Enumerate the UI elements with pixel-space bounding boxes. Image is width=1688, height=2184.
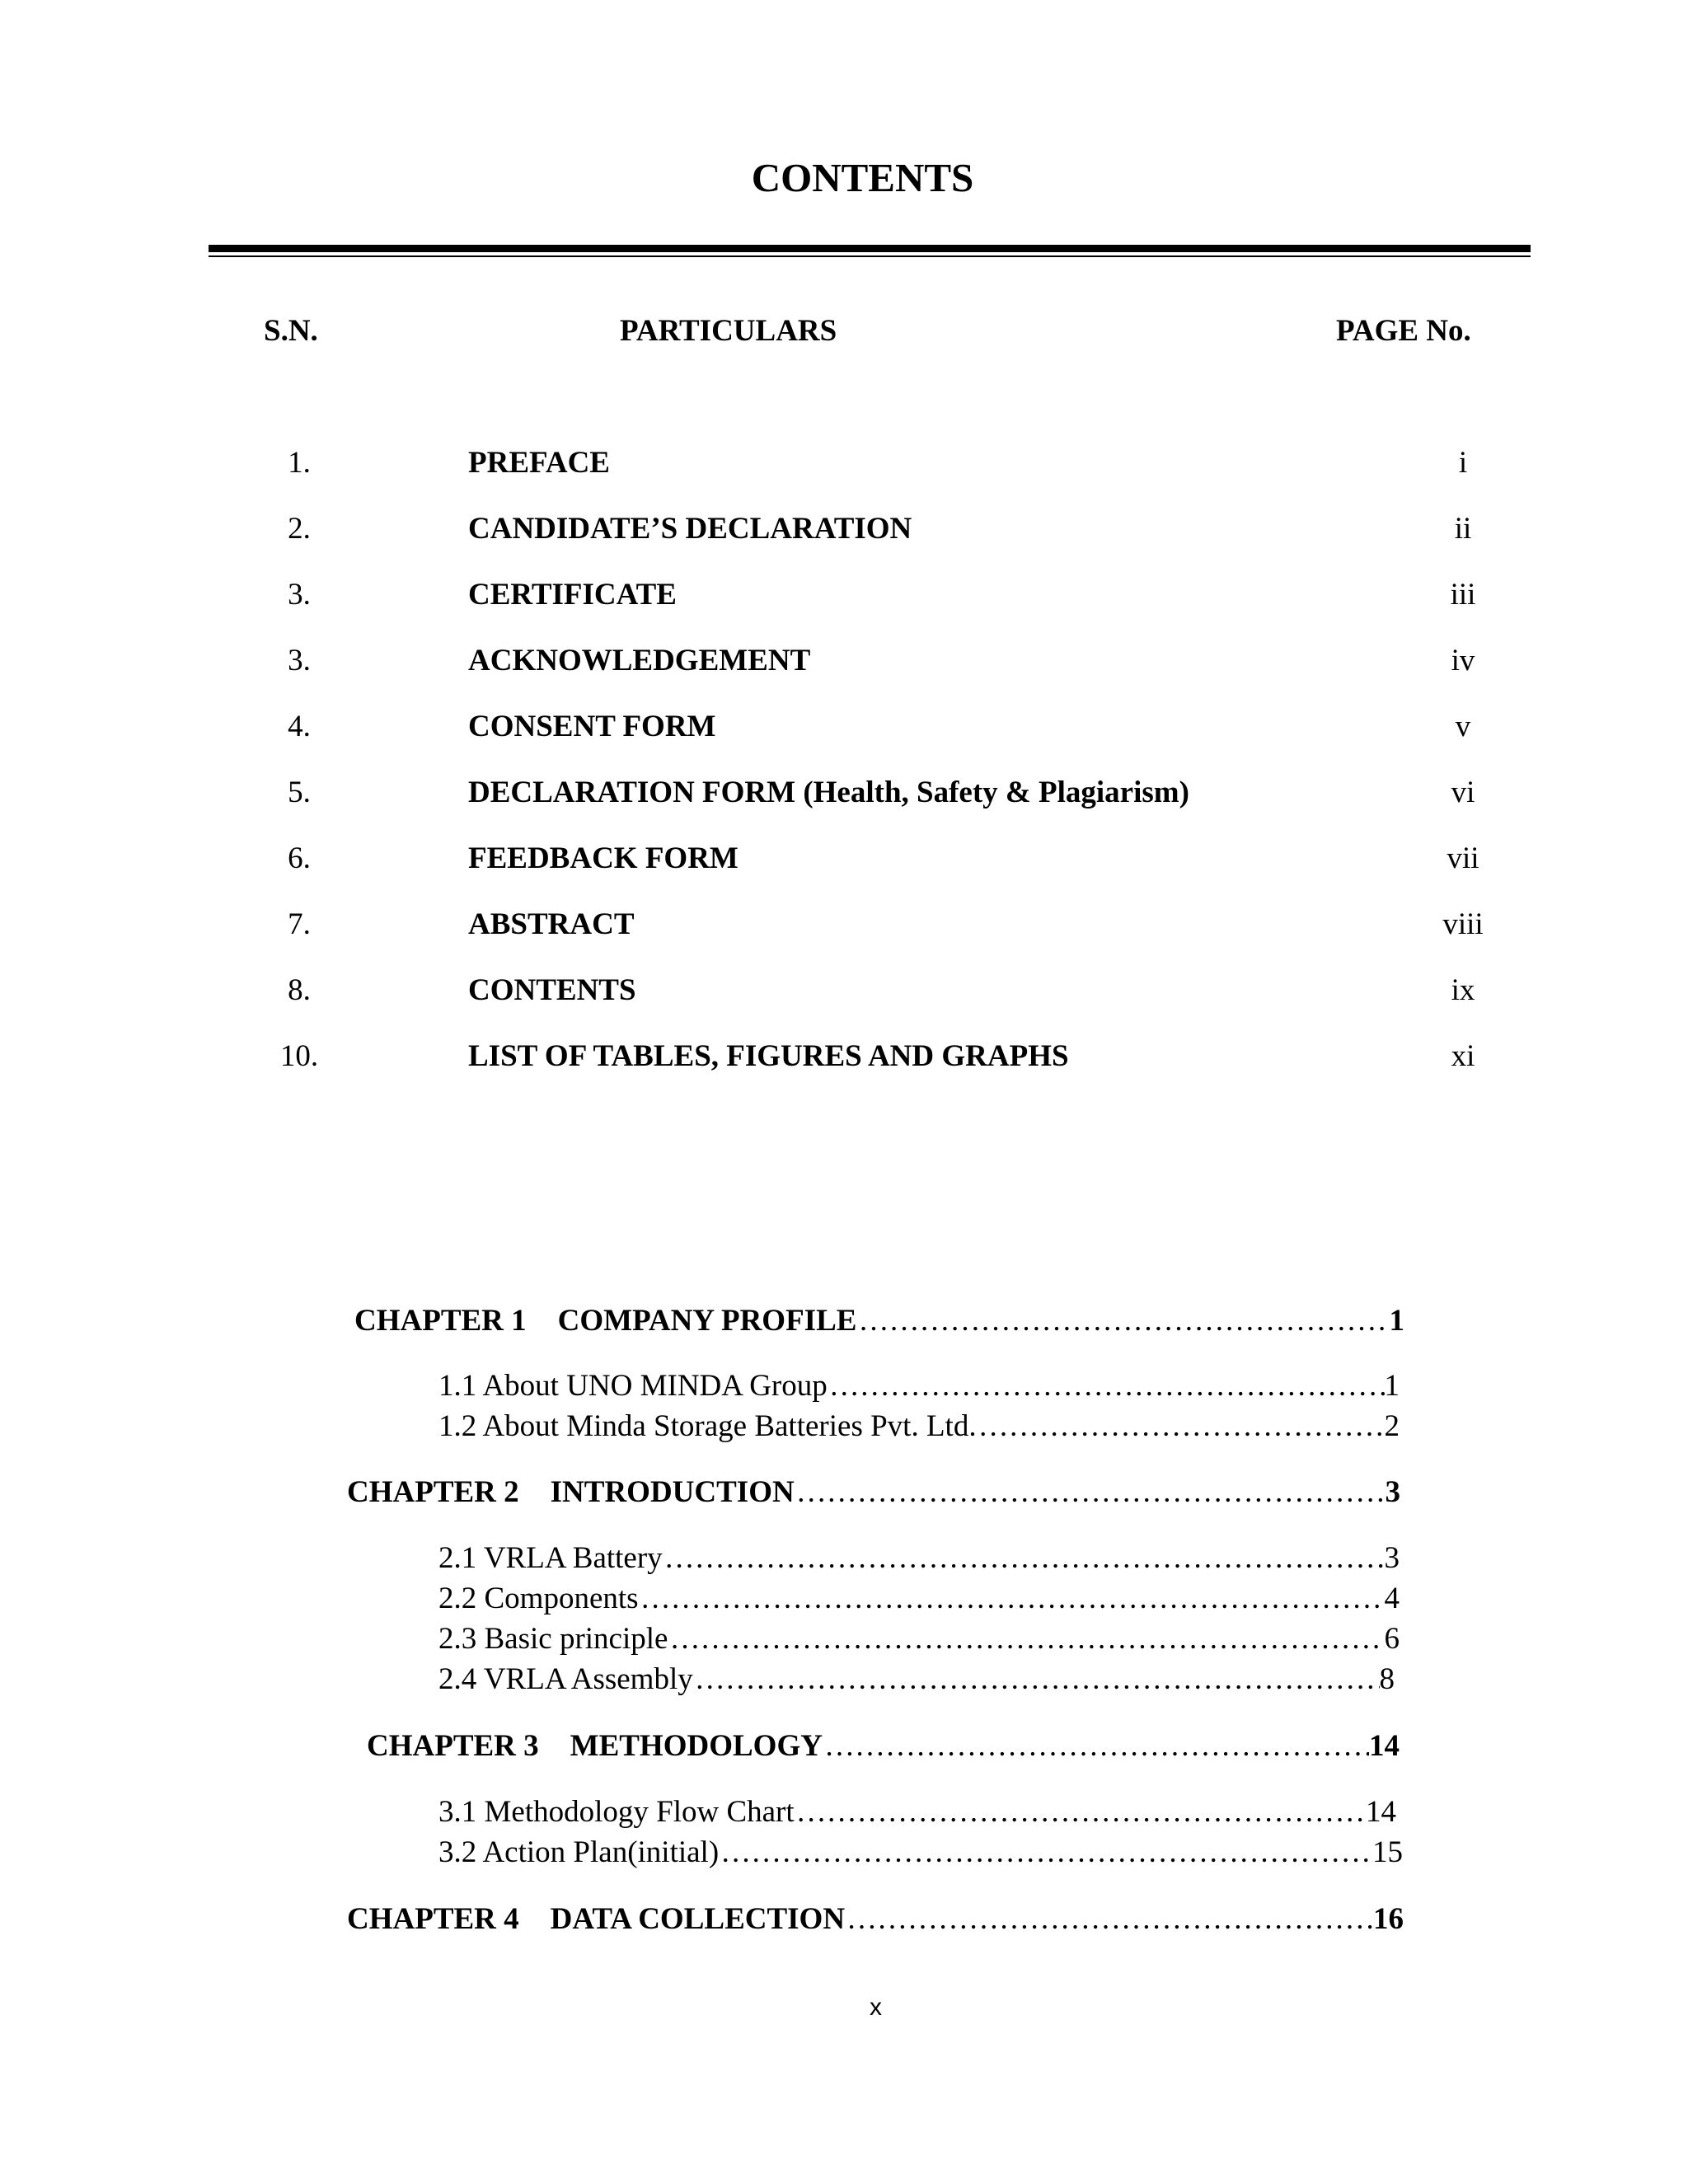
section-entry xyxy=(438,1406,1400,1447)
row-page: vi xyxy=(1451,776,1475,809)
row-title: CANDIDATE’S DECLARATION xyxy=(468,512,912,546)
row-page: xi xyxy=(1451,1039,1475,1073)
dot-leader xyxy=(663,1538,1385,1579)
section-entry xyxy=(438,1578,1400,1619)
row-number: 8. xyxy=(288,973,311,1007)
row-title: ACKNOWLEDGEMENT xyxy=(468,644,811,677)
row-page: iv xyxy=(1451,644,1475,677)
row-title: CONTENTS xyxy=(468,973,636,1007)
section-page: 1 xyxy=(1384,1369,1400,1403)
front-matter-row xyxy=(0,904,1688,945)
section-title: 3.1 Methodology Flow Chart xyxy=(438,1795,795,1829)
row-number: 5. xyxy=(288,776,311,809)
row-number: 1. xyxy=(288,446,311,480)
row-number: 2. xyxy=(288,512,311,546)
chapter-label: CHAPTER 3 xyxy=(367,1729,539,1763)
row-title: ABSTRACT xyxy=(468,907,635,941)
section-title: 2.1 VRLA Battery xyxy=(438,1541,663,1575)
row-title: DECLARATION FORM (Health, Safety & Plagiarism) xyxy=(468,776,1189,809)
chapter-page: 16 xyxy=(1373,1902,1404,1936)
dot-leader xyxy=(719,1832,1372,1873)
section-entry xyxy=(438,1619,1400,1660)
row-page: i xyxy=(1458,446,1468,480)
section-page: 15 xyxy=(1372,1835,1403,1869)
chapter-title: INTRODUCTION xyxy=(550,1475,795,1509)
section-page: 3 xyxy=(1384,1541,1400,1575)
row-title: CONSENT FORM xyxy=(468,710,716,743)
row-page: vii xyxy=(1447,841,1479,875)
chapter-title: DATA COLLECTION xyxy=(550,1902,846,1936)
front-matter-row xyxy=(0,640,1688,682)
row-number: 6. xyxy=(288,841,311,875)
chapter-entry xyxy=(347,1899,1404,1940)
dot-leader xyxy=(795,1472,1386,1513)
chapter-entry xyxy=(367,1726,1400,1767)
front-matter-row xyxy=(0,970,1688,1011)
section-entry xyxy=(438,1832,1403,1873)
dot-leader xyxy=(639,1578,1385,1619)
row-page: ix xyxy=(1451,973,1475,1007)
section-title: 2.2 Components xyxy=(438,1582,639,1615)
front-matter-row xyxy=(0,574,1688,616)
dot-leader xyxy=(693,1659,1380,1700)
title-divider-thick xyxy=(209,245,1531,252)
row-number: 3. xyxy=(288,644,311,677)
chapter-title: COMPANY PROFILE xyxy=(557,1304,857,1338)
page-title: CONTENTS xyxy=(751,155,974,200)
row-number: 10. xyxy=(279,1039,319,1073)
section-title: 1.2 About Minda Storage Batteries Pvt. Ltd. xyxy=(438,1409,977,1443)
row-page: v xyxy=(1455,710,1471,743)
section-entry xyxy=(438,1538,1400,1579)
section-page: 2 xyxy=(1384,1409,1400,1443)
column-header-page-no: PAGE No. xyxy=(1336,314,1471,348)
section-entry xyxy=(438,1792,1396,1833)
dot-leader xyxy=(823,1726,1369,1767)
row-page: iii xyxy=(1450,578,1476,612)
front-matter-row xyxy=(0,443,1688,484)
front-matter-row xyxy=(0,1036,1688,1077)
title-divider-thin xyxy=(209,255,1531,257)
chapter-page: 3 xyxy=(1385,1475,1400,1509)
dot-leader xyxy=(795,1792,1366,1833)
chapter-title: METHODOLOGY xyxy=(570,1729,823,1763)
section-entry xyxy=(438,1366,1400,1407)
column-header-particulars: PARTICULARS xyxy=(620,314,837,348)
page-number-footer: x xyxy=(870,1994,882,2021)
chapter-page: 14 xyxy=(1369,1729,1400,1763)
section-page: 4 xyxy=(1384,1582,1400,1615)
section-title: 2.3 Basic principle xyxy=(438,1622,668,1656)
dot-leader xyxy=(668,1619,1384,1660)
front-matter-row xyxy=(0,772,1688,813)
dot-leader xyxy=(977,1406,1385,1447)
chapter-label: CHAPTER 1 xyxy=(354,1304,527,1338)
section-page: 14 xyxy=(1366,1795,1396,1829)
row-number: 4. xyxy=(288,710,311,743)
row-title: LIST OF TABLES, FIGURES AND GRAPHS xyxy=(468,1039,1069,1073)
row-number: 3. xyxy=(288,578,311,612)
front-matter-row xyxy=(0,838,1688,879)
dot-leader xyxy=(828,1366,1385,1407)
chapter-page: 1 xyxy=(1389,1304,1404,1338)
section-page: 6 xyxy=(1384,1622,1400,1656)
row-title: PREFACE xyxy=(468,446,610,480)
row-number: 7. xyxy=(288,907,311,941)
row-title: CERTIFICATE xyxy=(468,578,677,612)
section-title: 3.2 Action Plan(initial) xyxy=(438,1835,720,1869)
chapter-label: CHAPTER 4 xyxy=(347,1902,519,1936)
dot-leader xyxy=(856,1301,1389,1342)
chapter-entry xyxy=(354,1301,1404,1342)
row-page: viii xyxy=(1442,907,1484,941)
front-matter-row xyxy=(0,509,1688,550)
chapter-label: CHAPTER 2 xyxy=(347,1475,519,1509)
column-header-sn: S.N. xyxy=(264,314,318,348)
section-entry xyxy=(438,1659,1395,1700)
row-page: ii xyxy=(1454,512,1472,546)
chapter-entry xyxy=(347,1472,1400,1513)
section-page: 8 xyxy=(1379,1662,1395,1696)
dot-leader xyxy=(845,1899,1373,1940)
row-title: FEEDBACK FORM xyxy=(468,841,738,875)
front-matter-row xyxy=(0,706,1688,748)
section-title: 1.1 About UNO MINDA Group xyxy=(438,1369,828,1403)
section-title: 2.4 VRLA Assembly xyxy=(438,1662,693,1696)
